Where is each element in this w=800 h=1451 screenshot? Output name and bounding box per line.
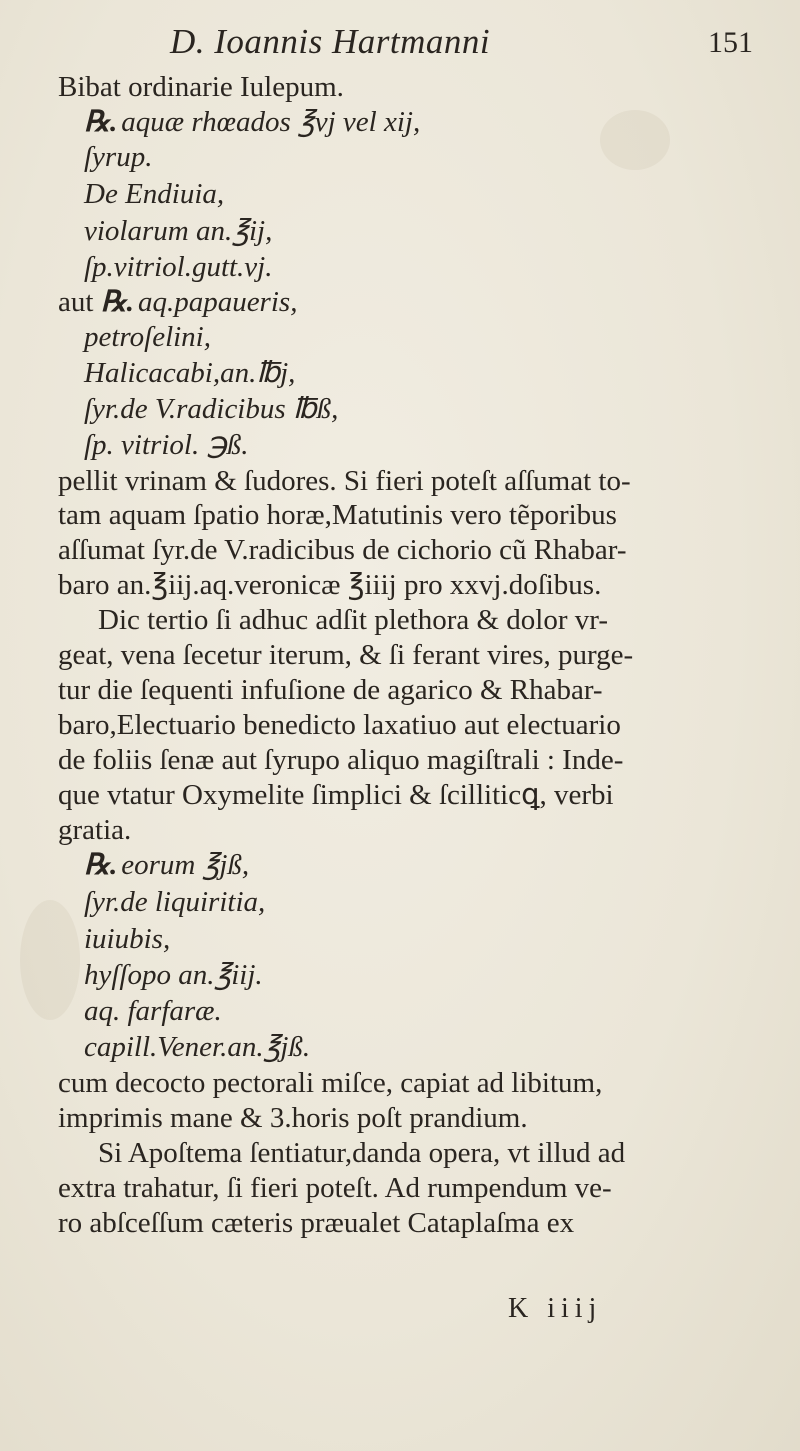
recipe-connector: aut [58,286,94,318]
recipe-ingredient: iuiubis, [84,923,171,955]
text-line: que vtatur Oxymelite ſimplici & ſcilliticꝗ, verbi [58,779,614,811]
paper-stain [20,900,80,1020]
page-number: 151 [708,26,753,59]
text-line: geat, vena ſecetur iterum, & ſi ferant vires, purge- [58,639,634,671]
running-head: D. Ioannis Hartmanni [170,22,491,61]
text-line: baro,Electuario benedicto laxatiuo aut electuario [58,709,621,741]
recipe-symbol: ℞. [84,849,118,881]
text-line: gratia. [58,814,132,846]
recipe-ingredient: aq. farfaræ. [84,995,222,1027]
text-line: tam aquam ſpatio horæ,Matutinis vero tẽporibus [58,499,617,531]
recipe-ingredient: De Endiuia, [84,178,225,210]
recipe-ingredient: aquæ rhœados ℥vj vel xij, [121,106,421,138]
recipe-symbol: ℞. [84,106,118,138]
recipe-ingredient: Halicacabi,an.℔j, [84,357,296,389]
text-line: aſſumat ſyr.de V.radicibus de cichorio cũ Rhabar- [58,534,627,566]
text-line: imprimis mane & 3.horis poſt prandium. [58,1102,528,1134]
text-line: cum decocto pectorali miſce, capiat ad libitum, [58,1067,603,1099]
signature-mark: K iiij [508,1293,603,1324]
recipe-line [84,103,420,141]
text-line: Bibat ordinarie Iulepum. [58,71,344,103]
text-line: extra trahatur, ſi fieri poteſt. Ad rumpendum ve- [58,1172,612,1204]
text-line: Si Apoſtema ſentiatur,danda opera, vt illud ad [98,1137,626,1169]
recipe-ingredient: petroſelini, [84,321,211,353]
recipe-ingredient: hyſſopo an.℥iij. [84,959,263,991]
recipe-ingredient: violarum an.℥ij, [84,215,273,247]
text-line: tur die ſequenti infuſione de agarico & Rhabar- [58,674,603,706]
text-line: de foliis ſenæ aut ſyrupo aliquo magiſtrali : Inde- [58,744,624,776]
text-line: pellit vrinam & ſudores. Si fieri poteſt aſſumat to- [58,465,631,497]
text-line: ro abſceſſum cæteris præualet Cataplaſma ex [58,1207,575,1239]
recipe-ingredient: ſp.vitriol.gutt.vj. [84,251,273,283]
recipe-ingredient: ſyr.de liquiritia, [84,886,266,918]
recipe-ingredient: aq.papaueris, [137,286,298,318]
text-line: baro an.℥iij.aq.veronicæ ℥iiij pro xxvj.doſibus. [58,569,602,601]
recipe-ingredient: ſyrup. [84,141,153,173]
recipe-ingredient: capill.Vener.an.℥jß. [84,1031,311,1063]
text-line: Dic tertio ſi adhuc adſit plethora & dolor vr- [98,604,608,636]
recipe-line [58,283,297,321]
recipe-line [84,846,249,884]
paper-stain [600,110,670,170]
recipe-ingredient: ſyr.de V.radicibus ℔ß, [84,393,339,425]
recipe-symbol: ℞. [100,286,134,318]
recipe-ingredient: eorum ℥jß, [121,849,250,881]
recipe-ingredient: ſp. vitriol. ℈ß. [84,429,249,461]
page-header [0,18,800,68]
